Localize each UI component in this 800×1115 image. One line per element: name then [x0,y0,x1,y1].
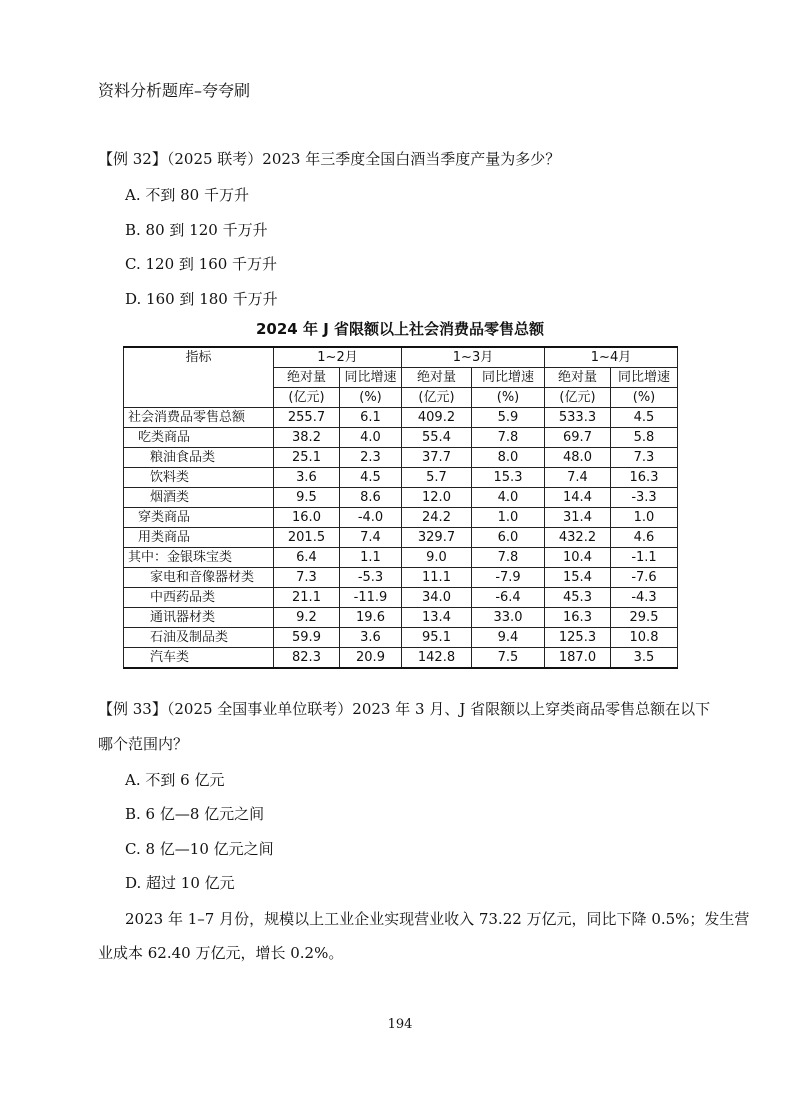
table-cell: 533.3 [545,408,611,428]
page-header: 资料分析题库–夸夸刷 [98,81,251,100]
table-row [124,548,678,568]
table-cell: 9.4 [472,628,545,648]
table-row [124,488,678,508]
question-33-line-2: 哪个范围内？ [98,735,189,753]
table-cell: 3.5 [611,648,678,669]
table-cell: 187.0 [545,648,611,669]
q32-option-d: D. 160 到 180 千万升 [125,290,278,308]
table-cell: 3.6 [274,468,340,488]
table-cell: 21.1 [274,588,340,608]
q33-option-a: A. 不到 6 亿元 [125,771,225,789]
table-cell: 25.1 [274,448,340,468]
retail-sales-table [123,346,678,669]
table-cell: 34.0 [402,588,472,608]
table-cell: 8.0 [472,448,545,468]
table-cell: 69.7 [545,428,611,448]
table-cell: 6.0 [472,528,545,548]
table-cell: 15.3 [472,468,545,488]
table-title: 2024 年 J 省限额以上社会消费品零售总额 [256,320,544,338]
table-cell: 37.7 [402,448,472,468]
table-row [124,408,678,428]
subheader-abs: 绝对量 [545,368,611,388]
row-label: 汽车类 [124,648,274,669]
table-cell: 7.4 [545,468,611,488]
table-cell: 29.5 [611,608,678,628]
subheader-abs: 绝对量 [274,368,340,388]
table-cell: 142.8 [402,648,472,669]
table-cell: 19.6 [340,608,402,628]
table-cell: 201.5 [274,528,340,548]
subheader-unit: (亿元) [402,388,472,408]
table-cell: 8.6 [340,488,402,508]
table-cell: 59.9 [274,628,340,648]
paragraph-line-2: 业成本 62.40 万亿元，增长 0.2%。 [98,944,344,962]
table-row [124,608,678,628]
table-cell: 14.4 [545,488,611,508]
table-cell: 7.8 [472,428,545,448]
table-cell: 4.5 [340,468,402,488]
q33-option-b: B. 6 亿—8 亿元之间 [125,805,265,823]
table-row [124,508,678,528]
table-cell: 95.1 [402,628,472,648]
row-label: 中西药品类 [124,588,274,608]
table-cell: 10.8 [611,628,678,648]
table-cell: 6.1 [340,408,402,428]
table-cell: 24.2 [402,508,472,528]
row-label: 社会消费品零售总额 [124,408,274,428]
table-row [124,468,678,488]
table-cell: 7.5 [472,648,545,669]
row-label: 通讯器材类 [124,608,274,628]
table-cell: -5.3 [340,568,402,588]
table-header-row [124,347,678,368]
question-32: 【例 32】（2025 联考）2023 年三季度全国白酒当季度产量为多少？ [98,150,561,168]
table-cell: 7.3 [611,448,678,468]
table-cell: 9.2 [274,608,340,628]
table-cell: -11.9 [340,588,402,608]
subheader-unit: (%) [472,388,545,408]
table-cell: 4.0 [340,428,402,448]
table-cell: 33.0 [472,608,545,628]
table-cell: 16.3 [545,608,611,628]
subheader-growth: 同比增速 [611,368,678,388]
table-row [124,568,678,588]
subheader-unit: (亿元) [545,388,611,408]
subheader-growth: 同比增速 [340,368,402,388]
table-cell: 5.8 [611,428,678,448]
table-cell: -4.0 [340,508,402,528]
table-cell: 48.0 [545,448,611,468]
table-cell: 1.0 [472,508,545,528]
row-label: 其中：金银珠宝类 [124,548,274,568]
page-number: 194 [387,1017,413,1032]
table-cell: 31.4 [545,508,611,528]
table-cell: 432.2 [545,528,611,548]
table-cell: 15.4 [545,568,611,588]
paragraph-line-1: 2023 年 1–7 月份，规模以上工业企业实现营业收入 73.22 万亿元，同比下降 0.5%；发生营 [125,910,750,928]
table-cell: 12.0 [402,488,472,508]
table-cell: -1.1 [611,548,678,568]
table-cell: -7.6 [611,568,678,588]
header-group-jan-mar: 1~3月 [402,347,545,368]
table-cell: 7.8 [472,548,545,568]
table-cell: 7.3 [274,568,340,588]
table-cell: -3.3 [611,488,678,508]
q33-option-d: D. 超过 10 亿元 [125,874,235,892]
table-cell: 5.7 [402,468,472,488]
row-label: 粮油食品类 [124,448,274,468]
table-cell: 1.0 [611,508,678,528]
table-cell: 16.0 [274,508,340,528]
table-cell: 1.1 [340,548,402,568]
table-row [124,648,678,669]
q32-option-b: B. 80 到 120 千万升 [125,221,268,239]
table-cell: 409.2 [402,408,472,428]
table-cell: 2.3 [340,448,402,468]
row-label: 穿类商品 [124,508,274,528]
table-cell: 5.9 [472,408,545,428]
table-cell: -4.3 [611,588,678,608]
table-cell: 82.3 [274,648,340,669]
row-label: 饮料类 [124,468,274,488]
table-row [124,588,678,608]
table-cell: -6.4 [472,588,545,608]
table-cell: 255.7 [274,408,340,428]
row-label: 家电和音像器材类 [124,568,274,588]
table-cell: 55.4 [402,428,472,448]
table-cell: 4.0 [472,488,545,508]
table-cell: 329.7 [402,528,472,548]
row-label: 用类商品 [124,528,274,548]
header-indicator: 指标 [124,347,274,408]
table-cell: -7.9 [472,568,545,588]
table-row [124,628,678,648]
q32-option-a: A. 不到 80 千万升 [125,186,249,204]
table-cell: 9.5 [274,488,340,508]
header-group-jan-apr: 1~4月 [545,347,678,368]
subheader-growth: 同比增速 [472,368,545,388]
table-row [124,428,678,448]
table-cell: 11.1 [402,568,472,588]
table-cell: 125.3 [545,628,611,648]
table-cell: 13.4 [402,608,472,628]
table-cell: 9.0 [402,548,472,568]
q33-option-c: C. 8 亿—10 亿元之间 [125,840,274,858]
header-group-jan-feb: 1~2月 [274,347,402,368]
row-label: 烟酒类 [124,488,274,508]
table-cell: 20.9 [340,648,402,669]
subheader-unit: (%) [611,388,678,408]
row-label: 石油及制品类 [124,628,274,648]
table-cell: 4.6 [611,528,678,548]
row-label: 吃类商品 [124,428,274,448]
subheader-unit: (%) [340,388,402,408]
table-cell: 10.4 [545,548,611,568]
table-cell: 7.4 [340,528,402,548]
table-cell: 38.2 [274,428,340,448]
subheader-abs: 绝对量 [402,368,472,388]
table-row [124,528,678,548]
table-row [124,448,678,468]
table-cell: 16.3 [611,468,678,488]
question-33-line-1: 【例 33】（2025 全国事业单位联考）2023 年 3 月、J 省限额以上穿类商品零售总额在以下 [98,700,711,718]
table-cell: 6.4 [274,548,340,568]
q32-option-c: C. 120 到 160 千万升 [125,255,278,273]
table-cell: 3.6 [340,628,402,648]
table-cell: 4.5 [611,408,678,428]
subheader-unit: (亿元) [274,388,340,408]
table-cell: 45.3 [545,588,611,608]
